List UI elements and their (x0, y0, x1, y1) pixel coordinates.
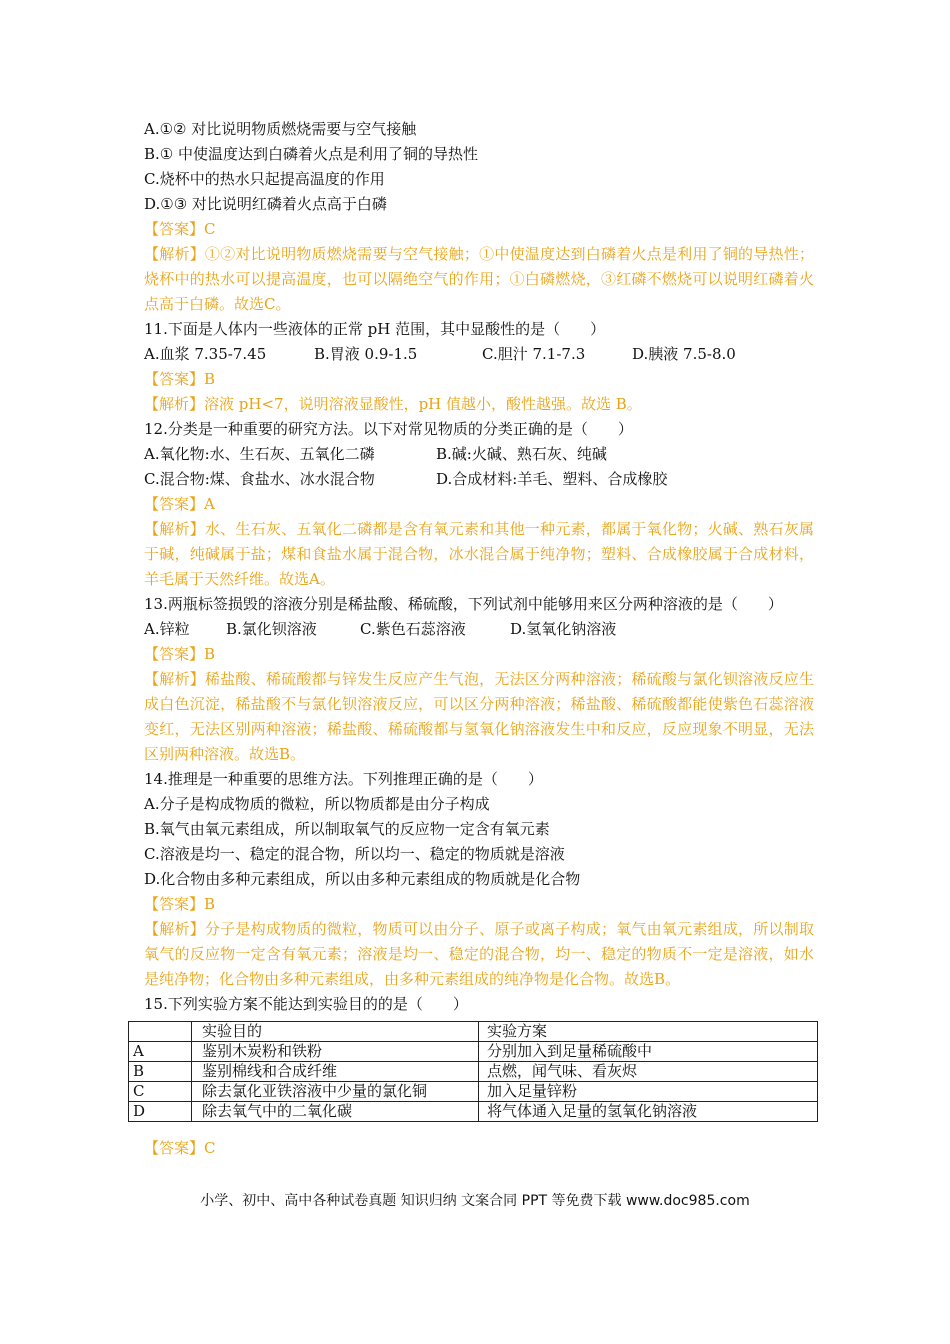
q12-option-a: A.氧化物:水、生石灰、五氧化二磷 (144, 445, 375, 463)
q11-option-b: B.胃液 0.9-1.5 (314, 345, 418, 363)
q10-option-a: A.①② 对比说明物质燃烧需要与空气接触 (144, 120, 417, 138)
q10-option-d: D.①③ 对比说明红磷着火点高于白磷 (144, 195, 387, 213)
q14-answer: 【答案】B (144, 895, 216, 913)
table-header-cell (129, 1022, 192, 1042)
table-cell: 鉴别棉线和合成纤维 (192, 1062, 479, 1082)
table-row (129, 1102, 818, 1122)
q13-option-c: C.紫色石蕊溶液 (360, 620, 466, 638)
q13-option-d: D.氢氧化钠溶液 (510, 620, 617, 638)
q11-analysis: 【解析】溶液 pH<7，说明溶液显酸性，pH 值越小，酸性越强。故选 B。 (144, 395, 642, 413)
q13-answer: 【答案】B (144, 645, 216, 663)
q11-option-c: C.胆汁 7.1-7.3 (482, 345, 586, 363)
q12-options-row2 (144, 467, 814, 492)
table-row (129, 1042, 818, 1062)
q11-options (144, 342, 814, 367)
q12-answer: 【答案】A (144, 495, 215, 513)
table-header-row (129, 1022, 818, 1042)
table-cell: 除去氧气中的二氧化碳 (192, 1102, 479, 1122)
table-row (129, 1062, 818, 1082)
table-cell: 点燃，闻气味、看灰烬 (479, 1062, 818, 1082)
q10-option-c: C.烧杯中的热水只起提高温度的作用 (144, 170, 385, 188)
q15-table (128, 1021, 818, 1122)
table-cell: B (129, 1062, 192, 1082)
q11-answer: 【答案】B (144, 370, 216, 388)
q13-analysis: 【解析】稀盐酸、稀硫酸都与锌发生反应产生气泡，无法区分两种溶液；稀硫酸与氯化钡溶液反应生成白色沉淀，稀盐酸不与氯化钡溶液反应，可以区分两种溶液；稀盐酸、稀硫酸都能使紫色石蕊溶液变红，无法区别两种溶液；稀盐酸、稀硫酸都与氢氧化钠溶液发生中和反应，反应现象不明显，无法区别两种溶液。故选B。 (144, 670, 814, 763)
table-cell: 加入足量锌粉 (479, 1082, 818, 1102)
table-header-cell: 实验方案 (479, 1022, 818, 1042)
table-cell: 鉴别木炭粉和铁粉 (192, 1042, 479, 1062)
table-cell: A (129, 1042, 192, 1062)
q13-options (144, 617, 814, 642)
q11-question: 11.下面是人体内一些液体的正常 pH 范围，其中显酸性的是（ ） (144, 320, 606, 338)
q11-option-d: D.胰液 7.5-8.0 (632, 345, 736, 363)
q14-question: 14.推理是一种重要的思维方法。下列推理正确的是（ ） (144, 770, 543, 788)
q14-option-d: D.化合物由多种元素组成，所以由多种元素组成的物质就是化合物 (144, 870, 581, 888)
table-cell: D (129, 1102, 192, 1122)
table-header-cell: 实验目的 (192, 1022, 479, 1042)
q13-question: 13.两瓶标签损毁的溶液分别是稀盐酸、稀硫酸，下列试剂中能够用来区分两种溶液的是（ ） (144, 595, 783, 613)
q12-option-d: D.合成材料:羊毛、塑料、合成橡胶 (436, 470, 668, 488)
q10-analysis: 【解析】①②对比说明物质燃烧需要与空气接触；①中使温度达到白磷着火点是利用了铜的导热性；烧杯中的热水可以提高温度，也可以隔绝空气的作用；①白磷燃烧，③红磷不燃烧可以说明红磷着火点高于白磷。故选C。 (144, 245, 814, 313)
table-cell: 分别加入到足量稀硫酸中 (479, 1042, 818, 1062)
page-footer: 小学、初中、高中各种试卷真题 知识归纳 文案合同 PPT 等免费下载 www.doc985.com (200, 1193, 750, 1209)
document-content (133, 117, 814, 1161)
q14-analysis: 【解析】分子是构成物质的微粒，物质可以由分子、原子或离子构成；氧气由氧元素组成，所以制取氧气的反应物一定含有氧元素；溶液是均一、稳定的混合物，均一、稳定的物质不一定是溶液，如水是纯净物；化合物由多种元素组成，由多种元素组成的纯净物是化合物。故选B。 (144, 920, 814, 988)
q12-analysis: 【解析】水、生石灰、五氧化二磷都是含有氧元素和其他一种元素，都属于氧化物；火碱、熟石灰属于碱，纯碱属于盐；煤和食盐水属于混合物，冰水混合属于纯净物；塑料、合成橡胶属于合成材料，羊毛属于天然纤维。故选A。 (144, 520, 814, 588)
q12-options-row1 (144, 442, 814, 467)
q10-option-b: B.① 中使温度达到白磷着火点是利用了铜的导热性 (144, 145, 479, 163)
q12-option-b: B.碱:火碱、熟石灰、纯碱 (436, 445, 607, 463)
q14-option-a: A.分子是构成物质的微粒，所以物质都是由分子构成 (144, 795, 490, 813)
q15-answer: 【答案】C (144, 1139, 216, 1157)
spacer (144, 1122, 814, 1136)
q12-option-c: C.混合物:煤、食盐水、冰水混合物 (144, 470, 375, 488)
table-cell: C (129, 1082, 192, 1102)
q10-answer: 【答案】C (144, 220, 216, 238)
q14-option-c: C.溶液是均一、稳定的混合物，所以均一、稳定的物质就是溶液 (144, 845, 565, 863)
table-cell: 将气体通入足量的氢氧化钠溶液 (479, 1102, 818, 1122)
q11-option-a: A.血浆 7.35-7.45 (144, 345, 267, 363)
q13-option-b: B.氯化钡溶液 (226, 620, 317, 638)
table-cell: 除去氯化亚铁溶液中少量的氯化铜 (192, 1082, 479, 1102)
table-row (129, 1082, 818, 1102)
q14-option-b: B.氧气由氧元素组成，所以制取氧气的反应物一定含有氧元素 (144, 820, 550, 838)
q13-option-a: A.锌粒 (144, 620, 190, 638)
q12-question: 12.分类是一种重要的研究方法。以下对常见物质的分类正确的是（ ） (144, 420, 633, 438)
q15-question: 15.下列实验方案不能达到实验目的的是（ ） (144, 995, 468, 1013)
